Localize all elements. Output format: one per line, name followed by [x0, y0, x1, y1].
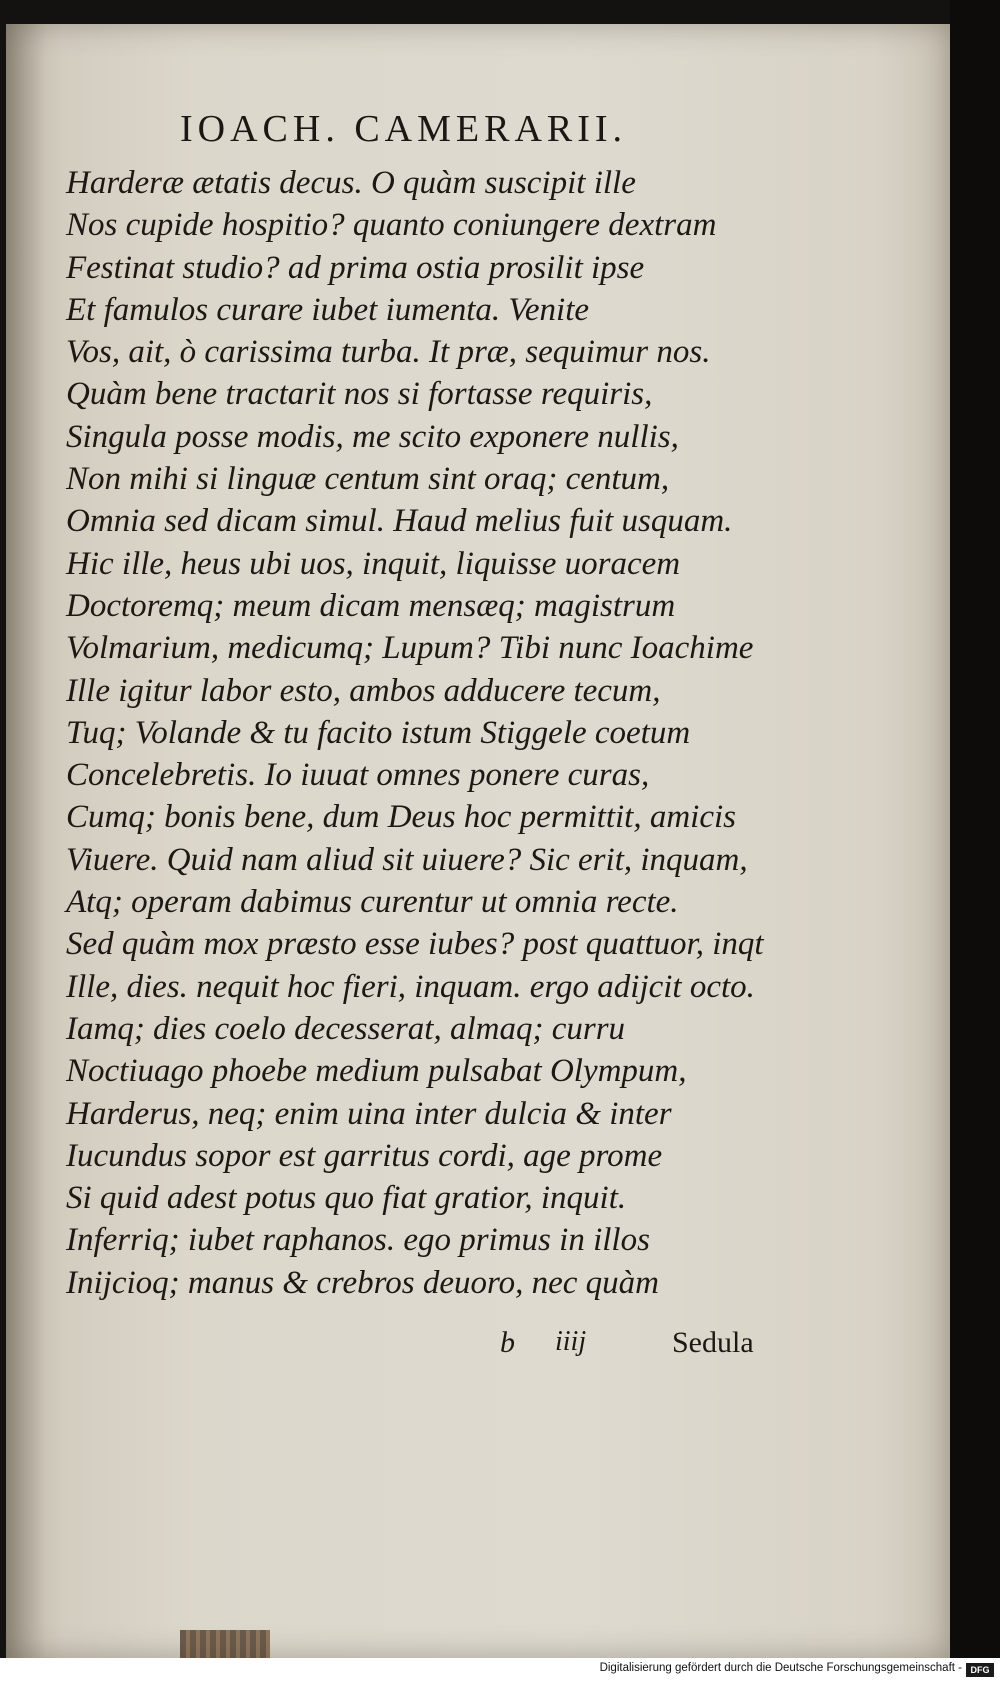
verse-line: Cumq; bonis bene, dum Deus hoc permittit, amicis: [66, 799, 737, 836]
scan-edge: [950, 0, 1000, 1660]
verse-line: Tuq; Volande & tu facito istum Stiggele coetum: [66, 714, 691, 751]
verse-line: Iucundus sopor est garritus cordi, age prome: [66, 1137, 663, 1174]
verse-line: Sed quàm mox præsto esse iubes? post quattuor, inqt: [66, 926, 764, 963]
verse-line: Ille igitur labor esto, ambos adducere tecum,: [66, 672, 661, 709]
verse-line: Harderæ ætatis decus. O quàm suscipit ille: [66, 165, 636, 201]
verse-line: Vos, ait, ò carissima turba. It præ, sequimur nos.: [66, 334, 711, 371]
verse-line: Viuere. Quid nam aliud sit uiuere? Sic erit, inquam,: [66, 841, 748, 878]
verse-line: Inijcioq; manus & crebros deuoro, nec quàm: [66, 1264, 659, 1301]
verse-line: Atq; operam dabimus curentur ut omnia recte.: [66, 884, 679, 921]
running-head: IOACH. CAMERARII.: [180, 108, 628, 150]
verse-line: Nos cupide hospitio? quanto coniungere dextram: [66, 207, 717, 244]
verse-text-block: [66, 162, 786, 1304]
verse-line: Non mihi si linguæ centum sint oraq; centum,: [66, 461, 670, 498]
verse-line: Festinat studio? ad prima ostia prosilit ipse: [66, 249, 645, 286]
verse-line: Inferriq; iubet raphanos. ego primus in illos: [66, 1222, 650, 1259]
signature-mark: b: [500, 1326, 515, 1359]
verse-line: Volmarium, medicumq; Lupum? Tibi nunc Ioachime: [66, 630, 754, 667]
catchword: Sedula: [672, 1326, 754, 1359]
verse-line: Hic ille, heus ubi uos, inquit, liquisse uoracem: [66, 545, 681, 582]
binding-thread: [180, 1630, 270, 1658]
footer-credit: Digitalisierung gefördert durch die Deutsche Forschungsgemeinschaft -: [599, 1662, 962, 1674]
dfg-logo: DFG: [966, 1663, 994, 1677]
verse-line: Ille, dies. nequit hoc fieri, inquam. ergo adijcit octo.: [66, 968, 755, 1005]
footer-bar: [0, 1658, 1000, 1684]
verse-line: Doctoremq; meum dicam mensæq; magistrum: [66, 587, 676, 624]
verse-line: Noctiuago phoebe medium pulsabat Olympum,: [66, 1053, 687, 1090]
verse-line: Harderus, neq; enim uina inter dulcia & inter: [66, 1095, 672, 1132]
gutter-shadow: [6, 24, 46, 1658]
verse-line: Quàm bene tractarit nos si fortasse requiris,: [66, 376, 653, 413]
leaf-number: iiij: [555, 1326, 587, 1357]
verse-line: Concelebretis. Io iuuat omnes ponere curas,: [66, 757, 650, 794]
verse-line: Singula posse modis, me scito exponere nullis,: [66, 418, 679, 455]
verse-line: Si quid adest potus quo fiat gratior, inquit.: [66, 1180, 627, 1217]
verse-line: Iamq; dies coelo decesserat, almaq; curru: [66, 1010, 626, 1047]
verse-line: Et famulos curare iubet iumenta. Venite: [66, 291, 590, 328]
verse-line: Omnia sed dicam simul. Haud melius fuit usquam.: [66, 503, 733, 540]
